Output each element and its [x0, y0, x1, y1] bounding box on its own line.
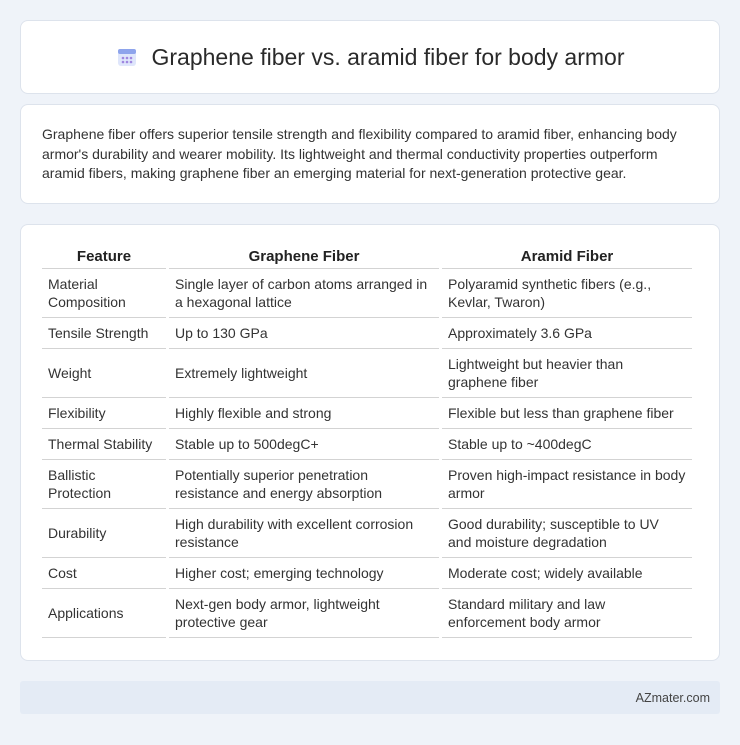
- table-row: [42, 558, 692, 589]
- row-feature: Material Composition: [42, 269, 166, 318]
- row-aramid: Lightweight but heavier than graphene fiber: [442, 349, 692, 398]
- row-feature: Thermal Stability: [42, 429, 166, 460]
- intro-text: Graphene fiber offers superior tensile strength and flexibility compared to aramid fiber, enhancing body armor's durability and wearer mobility. Its lightweight and thermal conductivity properties outperform aramid fibers, making graphene fiber an emerging material for next-generation protective gear.: [42, 126, 677, 181]
- table-row: [42, 398, 692, 429]
- row-feature: Ballistic Protection: [42, 460, 166, 509]
- row-feature: Tensile Strength: [42, 318, 166, 349]
- row-graphene: Single layer of carbon atoms arranged in a hexagonal lattice: [169, 269, 439, 318]
- row-aramid: Good durability; susceptible to UV and moisture degradation: [442, 509, 692, 558]
- table-row: [42, 349, 692, 398]
- row-graphene: Higher cost; emerging technology: [169, 558, 439, 589]
- row-graphene: Up to 130 GPa: [169, 318, 439, 349]
- row-aramid: Polyaramid synthetic fibers (e.g., Kevlar, Twaron): [442, 269, 692, 318]
- row-aramid: Moderate cost; widely available: [442, 558, 692, 589]
- row-feature: Cost: [42, 558, 166, 589]
- row-aramid: Proven high-impact resistance in body armor: [442, 460, 692, 509]
- row-feature: Weight: [42, 349, 166, 398]
- page-title: Graphene fiber vs. aramid fiber for body armor: [151, 43, 625, 70]
- comparison-table: [39, 245, 695, 638]
- calendar-icon: [116, 46, 138, 68]
- row-aramid: Approximately 3.6 GPa: [442, 318, 692, 349]
- column-header-aramid: Aramid Fiber: [442, 245, 692, 269]
- column-header-graphene: Graphene Fiber: [169, 245, 439, 269]
- table-header-row: [42, 245, 692, 269]
- row-aramid: Stable up to ~400degC: [442, 429, 692, 460]
- title-card: [20, 20, 720, 94]
- intro-card: [20, 104, 720, 204]
- footer-brand[interactable]: AZmater.com: [635, 690, 710, 705]
- row-graphene: Next-gen body armor, lightweight protective gear: [169, 589, 439, 638]
- row-graphene: Stable up to 500degC+: [169, 429, 439, 460]
- row-feature: Applications: [42, 589, 166, 638]
- row-graphene: Extremely lightweight: [169, 349, 439, 398]
- table-row: [42, 589, 692, 638]
- table-row: [42, 429, 692, 460]
- row-graphene: Highly flexible and strong: [169, 398, 439, 429]
- row-graphene: Potentially superior penetration resistance and energy absorption: [169, 460, 439, 509]
- row-aramid: Flexible but less than graphene fiber: [442, 398, 692, 429]
- row-graphene: High durability with excellent corrosion resistance: [169, 509, 439, 558]
- table-row: [42, 460, 692, 509]
- footer: [20, 681, 720, 714]
- comparison-card: [20, 224, 720, 661]
- table-row: [42, 269, 692, 318]
- row-feature: Durability: [42, 509, 166, 558]
- row-aramid: Standard military and law enforcement body armor: [442, 589, 692, 638]
- column-header-feature: Feature: [42, 245, 166, 269]
- row-feature: Flexibility: [42, 398, 166, 429]
- table-row: [42, 318, 692, 349]
- table-row: [42, 509, 692, 558]
